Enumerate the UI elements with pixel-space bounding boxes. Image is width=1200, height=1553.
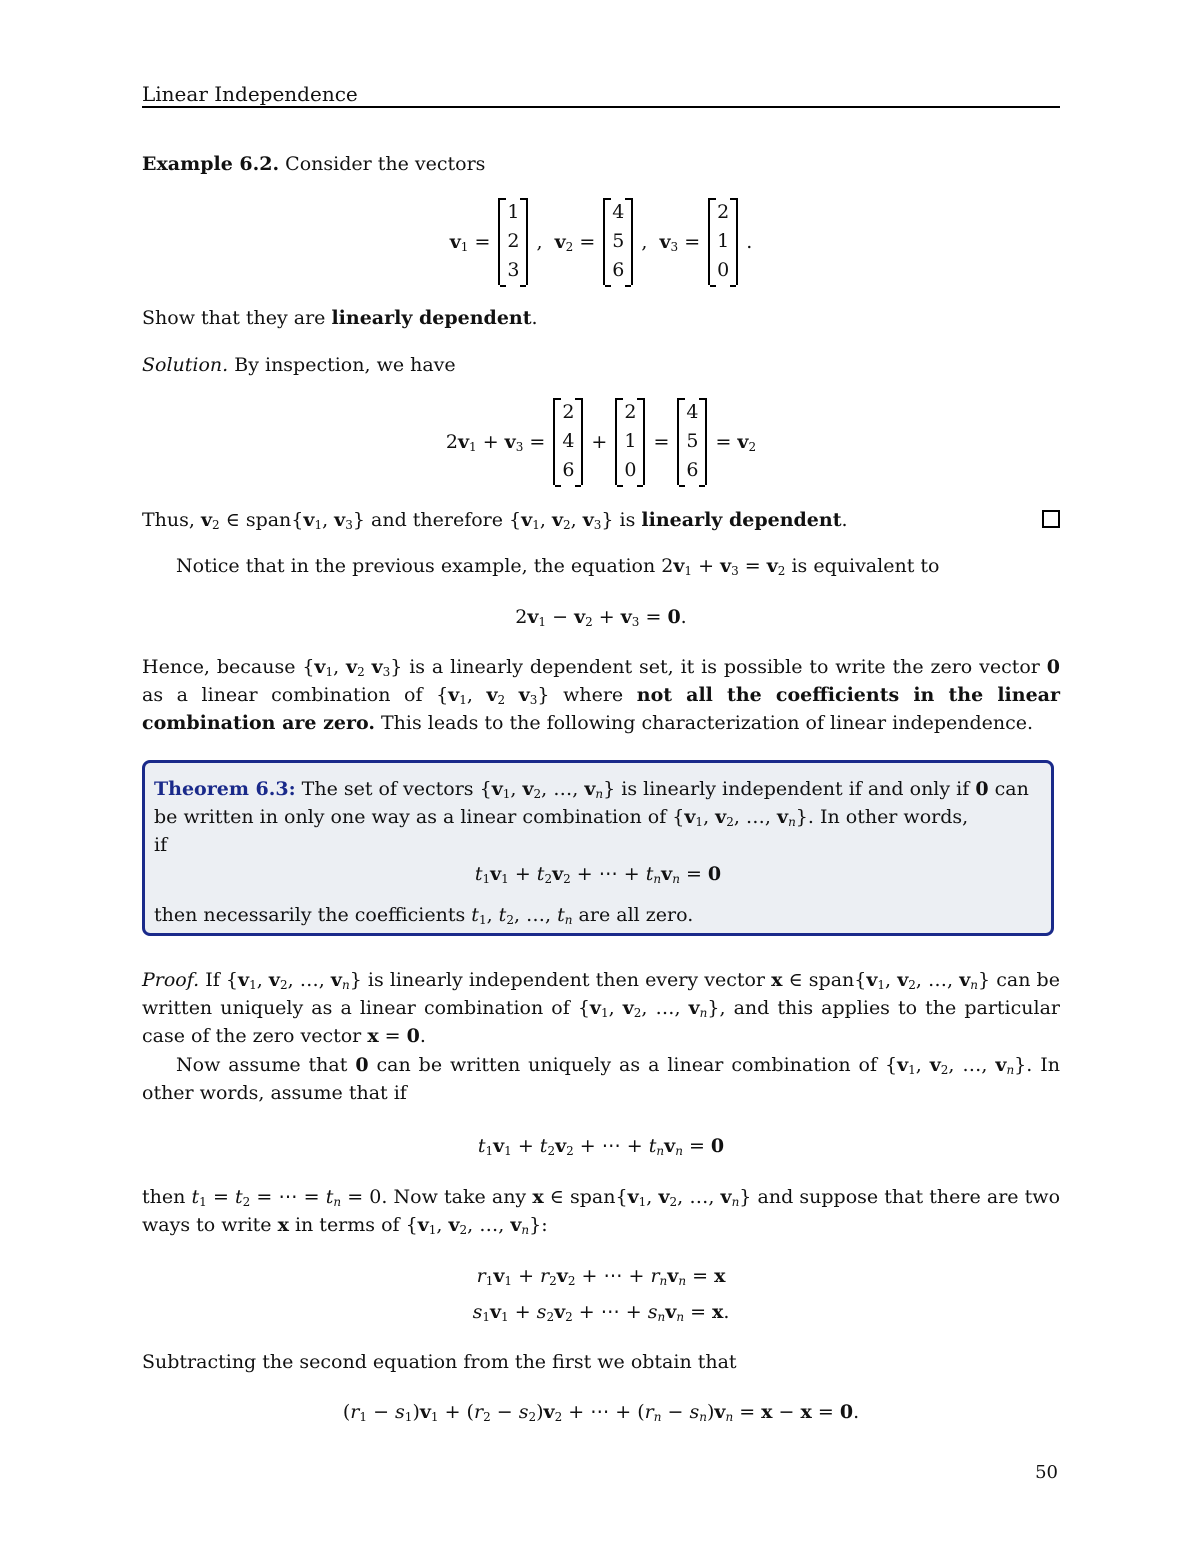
solution-label: Solution.	[142, 354, 229, 376]
qed-square-icon	[1042, 510, 1060, 528]
proof-paragraph-3: then $t_1 = t_2$ = ⋯ = $t_n = 0$. Now take any x ∈ $span\{v_1$, $v_2$, …, $v_n$} and suppose that there are two ways to write x in terms of {$v_1$, $v_2$, …, $v_n$}:	[142, 1186, 1061, 1237]
proof-equation-s: $s_1v_1 + s_2v_2$ + ⋯ + $s_nv_n = x$.	[472, 1301, 730, 1324]
page-number: 50	[1035, 1462, 1058, 1483]
matrix-2v1: 2 4 6	[553, 398, 583, 485]
notice-equation: $2v_1 - v_2 + v_3 = 0$.	[515, 606, 687, 629]
matrix-sum: 4 5 6	[677, 398, 707, 485]
proof-paragraph-4: Subtracting the second equation from the first we obtain that	[142, 1351, 737, 1373]
theorem-equation: $t_1v_1 + t_2v_2$ + ⋯ + $t_nv_n = 0$	[474, 863, 722, 886]
proof-paragraph-1: Proof. If {$v_1$, $v_2$, …, $v_n$} is linearly independent then every vector x ∈ $span\{v_1$, $v_2$, …, $v_n$} can be written uniquely as a linear combination of {$v_1$, $v_2$, …, $v_n$}, and this applies to the particular case of the zero vector x = 0.	[142, 969, 1060, 1047]
vector-v1: 1 2 3	[498, 198, 528, 285]
vectors-equation: $v_1$ = 1 2 3 , $v_2$ = 4 5 6 , $v_3$ = 2 1 0 .	[142, 198, 1060, 285]
theorem-text: Theorem 6.3: The set of vectors {$v_1$, $v_2$, …, $v_n$} is linearly independent if and only if 0 can be written in only one way as a linear combination of {$v_1$, $v_2$, …, $v_n$}. In other words, if	[154, 778, 1029, 856]
solution-equation: $2v_1 + v_3$ = 2 4 6 + 2 1 0 = 4 5 6 = $v_2$	[142, 398, 1060, 485]
hence-paragraph: Hence, because {$v_1$, $v_2$ $v_3$} is a linearly dependent set, it is possible to write the zero vector 0 as a linear combination of {$v_1$, $v_2$ $v_3$} where not all the coefficients in the linear combination are zero. This leads to the following characterization of linear independence.	[142, 656, 1060, 734]
example-task: Show that they are linearly dependent.	[142, 307, 538, 329]
matrix-v3: 2 1 0	[615, 398, 645, 485]
vector-v2: 4 5 6	[603, 198, 633, 285]
running-header: Linear Independence	[142, 82, 358, 106]
notice-paragraph: Notice that in the previous example, the equation $2v_1 + v_3 = v_2$ is equivalent to	[176, 555, 940, 578]
proof-paragraph-2: Now assume that 0 can be written uniquely as a linear combination of {$v_1$, $v_2$, …, $v_n$}. In other words, assume that if	[142, 1054, 1060, 1104]
header-rule	[142, 106, 1060, 108]
proof-equation-1: $t_1v_1 + t_2v_2$ + ⋯ + $t_nv_n = 0$	[477, 1135, 725, 1158]
solution-intro: Solution. By inspection, we have	[142, 354, 456, 376]
theorem-conclusion: then necessarily the coefficients $t_1$, $t_2$, …, $t_n$ are all zero.	[154, 904, 694, 927]
proof-equation-diff: $(r_1 - s_1)v_1 + (r_2 - s_2)v_2$ + ⋯ + $(r_n - s_n)v_n = x - x = 0$.	[342, 1401, 860, 1424]
example-intro	[142, 150, 1060, 178]
vector-v3: 2 1 0	[708, 198, 738, 285]
example-label: Example 6.2.	[142, 153, 280, 175]
theorem-label: Theorem 6.3:	[154, 778, 296, 800]
proof-label: Proof.	[142, 969, 200, 991]
example-intro-text: Consider the vectors	[285, 153, 486, 175]
solution-conclusion: Thus, $v_2$ ∈ $span\{v_1$, $v_3$} and therefore {$v_1$, $v_2$, $v_3$} is linearly dependent.	[142, 506, 1060, 534]
proof-equation-r: $r_1v_1 + r_2v_2$ + ⋯ + $r_nv_n = x$	[476, 1265, 726, 1288]
theorem-box	[142, 760, 1054, 936]
